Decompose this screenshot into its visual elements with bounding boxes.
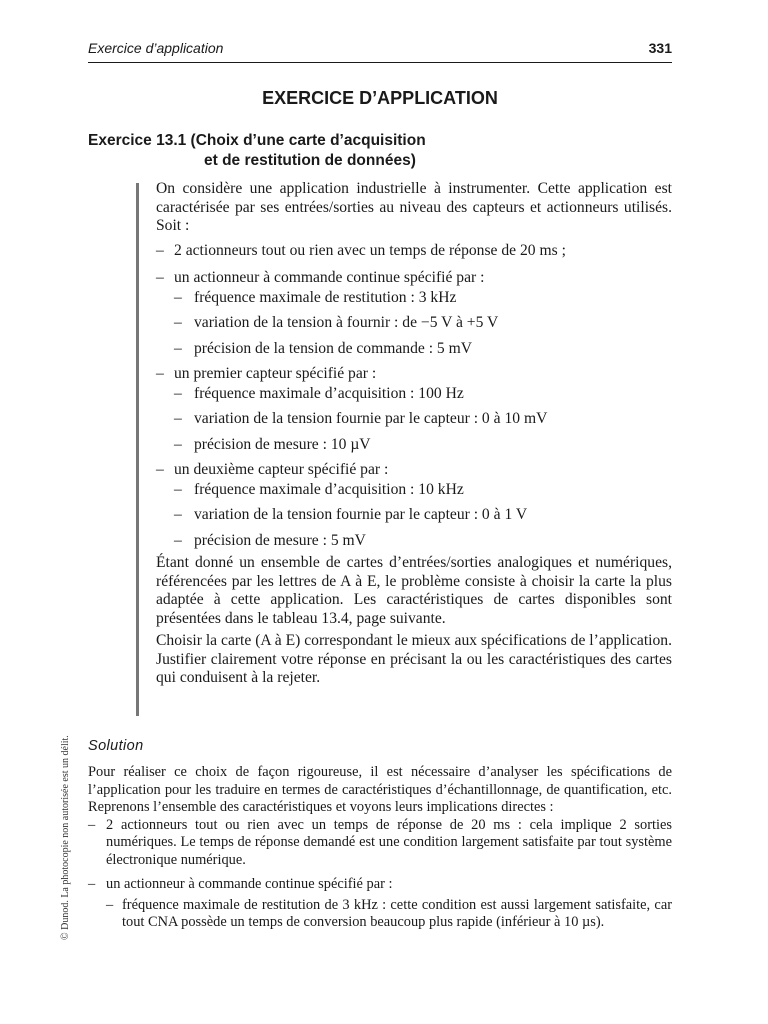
- dash-bullet: –: [174, 480, 182, 498]
- dash-bullet: –: [174, 531, 182, 549]
- dash-bullet: –: [174, 314, 182, 331]
- dash-bullet: –: [156, 461, 164, 478]
- solution-body: [88, 764, 672, 932]
- dash-bullet: –: [174, 506, 182, 523]
- spec-subitem-text: variation de la tension fournie par le capteur : 0 à 10 mV: [194, 410, 548, 427]
- exercise-statement: [156, 180, 672, 688]
- spec-subitem: [156, 481, 672, 500]
- spec-subitem-text: fréquence maximale d’acquisition : 10 kHz: [194, 480, 464, 498]
- copyright-side-note: © Dunod. La photocopie non autorisée est un délit.: [60, 735, 71, 940]
- spec-item-text: un premier capteur spécifié par :: [174, 365, 377, 382]
- solution-item-text: 2 actionneurs tout ou rien avec un temps de réponse de 20 ms : cela implique 2 sorties numériques. Le temps de réponse demandé est une condition largement satisfaite par tout système électronique numérique.: [106, 816, 672, 868]
- chapter-title: EXERCICE D’APPLICATION: [262, 88, 498, 108]
- dash-bullet: –: [174, 410, 182, 427]
- exercise-title: [88, 131, 426, 171]
- spec-subitem-text: fréquence maximale de restitution : 3 kHz: [194, 288, 457, 306]
- dash-bullet: –: [174, 339, 182, 357]
- dash-bullet: –: [106, 896, 114, 913]
- dash-bullet: –: [88, 876, 96, 892]
- solution-subitem-text: fréquence maximale de restitution de 3 kHz : cette condition est aussi largement satisfaite, car tout CNA possède un temps de conversion beaucoup plus rapide (inférieur à 10 µs).: [122, 896, 672, 930]
- spec-subitem: [156, 506, 672, 525]
- spec-item-deuxieme-capteur: [156, 461, 672, 480]
- spec-subitem: [156, 289, 672, 308]
- solution-subitem: [88, 897, 672, 932]
- dash-bullet: –: [174, 288, 182, 306]
- solution-heading: Solution: [88, 738, 144, 754]
- spec-subitem: [156, 340, 672, 359]
- dash-bullet: –: [174, 435, 182, 453]
- exercise-title-line1: Exercice 13.1 (Choix d’une carte d’acquisition: [88, 132, 426, 149]
- exercise-paragraph-question: Choisir la carte (A à E) correspondant le mieux aux spécifications de l’application. Justifier clairement votre réponse en précisant la ou les caractéristiques des cartes qui conduisent à la rejeter.: [156, 632, 672, 686]
- exercise-title-line2: et de restitution de données): [204, 152, 416, 169]
- exercise-paragraph-cartes: Étant donné un ensemble de cartes d’entrées/sorties analogiques et numériques, référencées par les lettres de A à E, le problème consiste à choisir la carte la plus adaptée à cette application. Les caractéristiques de cartes disponibles sont présentées dans le tableau 13.4, page suivante.: [156, 554, 672, 627]
- solution-item-actionneurs-tor: [88, 817, 672, 870]
- spec-item-actionneur-continu: [156, 269, 672, 288]
- spec-item-text: un deuxième capteur spécifié par :: [174, 461, 389, 478]
- dash-bullet: –: [88, 816, 96, 833]
- spec-subitem: [156, 436, 672, 455]
- running-header-section: Exercice d’application: [88, 40, 224, 56]
- spec-subitem-text: précision de mesure : 5 mV: [194, 531, 366, 549]
- spec-item-text: un actionneur à commande continue spécifié par :: [174, 269, 485, 286]
- dash-bullet: –: [156, 241, 164, 259]
- spec-item-actionneurs-tor: [156, 242, 672, 261]
- dash-bullet: –: [156, 269, 164, 286]
- spec-subitem-text: fréquence maximale d’acquisition : 100 Hz: [194, 384, 464, 402]
- solution-item-actionneur-continu: [88, 876, 672, 894]
- spec-item-text: 2 actionneurs tout ou rien avec un temps de réponse de 20 ms ;: [174, 241, 566, 259]
- dash-bullet: –: [174, 384, 182, 402]
- dash-bullet: –: [156, 365, 164, 382]
- spec-subitem: [156, 410, 672, 429]
- spec-subitem-text: précision de la tension de commande : 5 mV: [194, 339, 473, 357]
- spec-item-premier-capteur: [156, 365, 672, 384]
- exercise-margin-bar: [136, 183, 139, 716]
- spec-subitem: [156, 314, 672, 333]
- page-number: 331: [648, 40, 672, 56]
- spec-subitem-text: variation de la tension fournie par le capteur : 0 à 1 V: [194, 506, 528, 523]
- running-header: [88, 40, 672, 63]
- spec-subitem-text: variation de la tension à fournir : de −5 V à +5 V: [194, 314, 499, 331]
- spec-subitem-text: précision de mesure : 10 µV: [194, 435, 371, 453]
- spec-subitem: [156, 385, 672, 404]
- solution-intro: Pour réaliser ce choix de façon rigoureuse, il est nécessaire d’analyser les spécifications de l’application pour les traduire en termes de caractéristiques d’échantillonnage, de quantification, etc. Reprenons l’ensemble des caractéristiques et voyons leurs implications directes :: [88, 764, 672, 815]
- spec-subitem: [156, 532, 672, 551]
- solution-item-text: un actionneur à commande continue spécifié par :: [106, 876, 393, 892]
- exercise-intro: On considère une application industrielle à instrumenter. Cette application est caractérisée par ses entrées/sorties au niveau des capteurs et actionneurs utilisés. Soit :: [156, 180, 672, 234]
